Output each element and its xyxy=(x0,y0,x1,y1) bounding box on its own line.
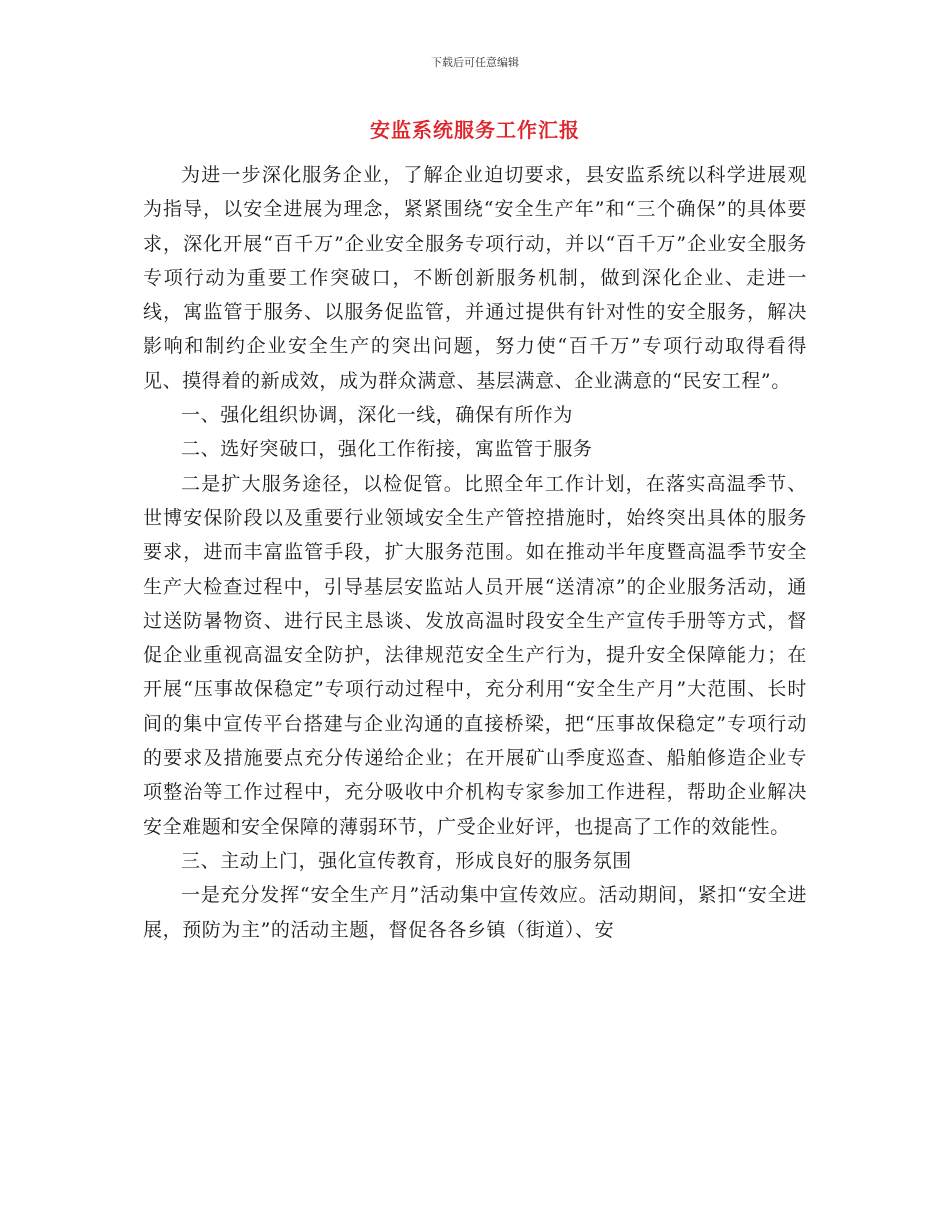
document-body xyxy=(143,158,807,947)
page-header-note: 下载后可任意编辑 xyxy=(431,56,519,69)
paragraph-intro: 为进一步深化服务企业，了解企业迫切要求，县安监系统以科学进展观为指导，以安全进展为理念，紧紧围绕“安全生产年”和“三个确保”的具体要求，深化开展“百千万”企业安全服务专项行动，并以“百千万”企业安全服务专项行动为重要工作突破口，不断创新服务机制，做到深化企业、走进一线，寓监管于服务、以服务促监管，并通过提供有针对性的安全服务，解决影响和制约企业安全生产的突出问题，努力使“百千万”专项行动取得看得见、摸得着的新成效，成为群众满意、基层满意、企业满意的“民安工程”。 xyxy=(143,164,807,392)
paragraph-safety-month: 一是充分发挥“安全生产月”活动集中宣传效应。活动期间，紧扣“安全进展，预防为主”的活动主题，督促各各乡镇（街道）、安 xyxy=(143,884,807,941)
section-heading-3: 三、主动上门，强化宣传教育，形成良好的服务氛围 xyxy=(181,849,632,872)
section-heading-1: 一、强化组织协调，深化一线，确保有所作为 xyxy=(181,404,574,427)
document-title: 安监系统服务工作汇报 xyxy=(370,118,580,142)
section-heading-2: 二、选好突破口，强化工作衔接，寓监管于服务 xyxy=(181,438,593,461)
paragraph-service-expansion: 二是扩大服务途径，以检促管。比照全年工作计划，在落实高温季节、世博安保阶段以及重要行业领域安全生产管控措施时，始终突出具体的服务要求，进而丰富监管手段，扩大服务范围。如在推动半年度暨高温季节安全生产大检查过程中，引导基层安监站人员开展“送清凉”的企业服务活动，通过送防暑物资、进行民主恳谈、发放高温时段安全生产宣传手册等方式，督促企业重视高温安全防护，法律规范安全生产行为，提升安全保障能力；在开展“压事故保稳定”专项行动过程中，充分利用“安全生产月”大范围、长时间的集中宣传平台搭建与企业沟通的直接桥梁，把“压事故保稳定”专项行动的要求及措施要点充分传递给企业；在开展矿山季度巡查、船舶修造企业专项整治等工作过程中，充分吸收中介机构专家参加工作进程，帮助企业解决安全难题和安全保障的薄弱环节，广受企业好评，也提高了工作的效能性。 xyxy=(143,472,807,838)
